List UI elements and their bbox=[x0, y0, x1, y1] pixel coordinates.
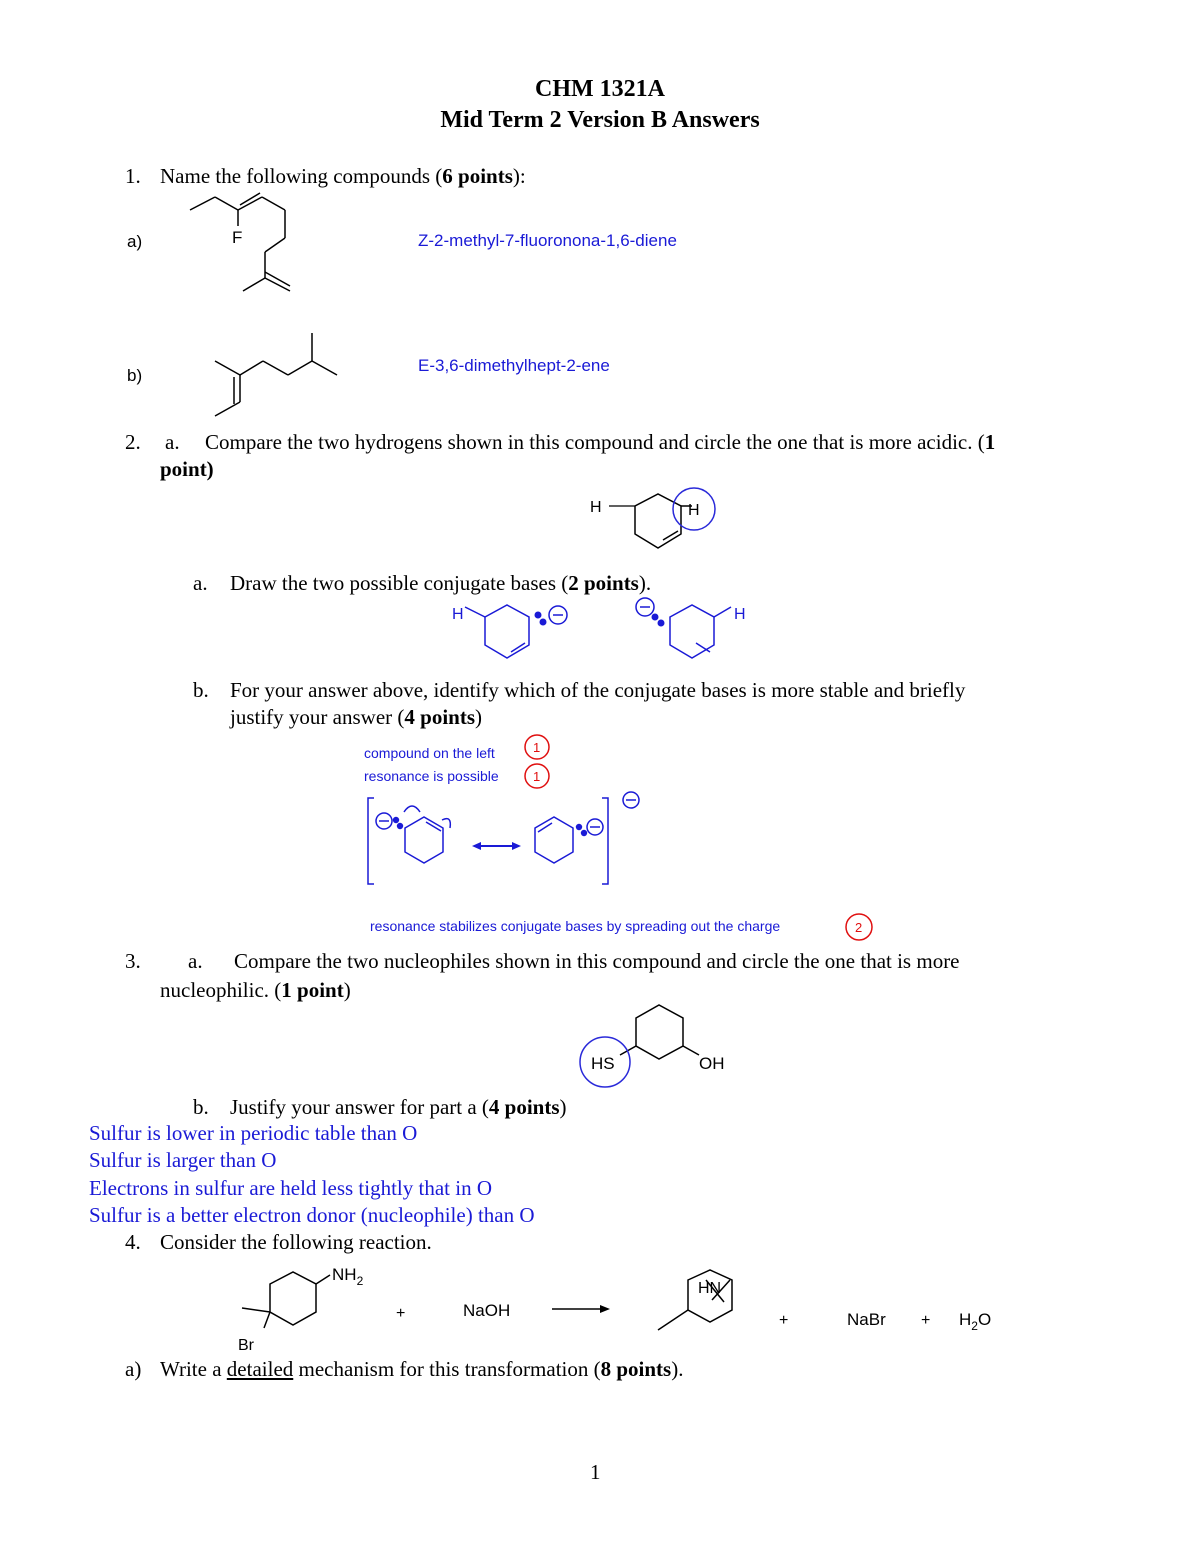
q2-draw-letter: a. bbox=[193, 571, 208, 595]
plus-2: + bbox=[779, 1312, 789, 1329]
q2a-prompt-cont: point) bbox=[160, 457, 214, 481]
hydrogen-left: H bbox=[590, 499, 602, 516]
q1a-answer: Z-2-methyl-7-fluorononа-1,6-diene bbox=[418, 231, 677, 250]
page-number: 1 bbox=[590, 1460, 601, 1484]
q4a-prompt: Write a detailed mechanism for this transformation (8 points). bbox=[160, 1357, 684, 1381]
naoh-label: NaOH bbox=[463, 1301, 511, 1320]
mark-2: 2 bbox=[855, 920, 863, 935]
mark-1a: 1 bbox=[533, 740, 541, 755]
q3b-answer-4: Sulfur is a better electron donor (nucleophile) than O bbox=[89, 1203, 535, 1227]
plus-3: + bbox=[921, 1312, 931, 1329]
q2b-letter: b. bbox=[193, 678, 209, 702]
amine-label: $NH_2$ bbox=[332, 1265, 364, 1288]
q3b-answer-3: Electrons in sulfur are held less tightly that in O bbox=[89, 1176, 492, 1200]
thiol-label: HS bbox=[591, 1054, 615, 1073]
q3-structure bbox=[575, 995, 745, 1090]
fluorine-atom: F bbox=[232, 228, 243, 247]
bromine-label: Br bbox=[238, 1337, 254, 1354]
q1-number: 1. bbox=[125, 164, 141, 188]
q2-number: 2. bbox=[125, 430, 141, 454]
q2a-letter: a. bbox=[165, 430, 180, 454]
q1a-structure bbox=[180, 190, 320, 305]
q2b-answer-line2: resonance is possible bbox=[364, 768, 499, 784]
exam-title: Mid Term 2 Version B Answers bbox=[440, 107, 760, 133]
course-title: CHM 1321A bbox=[535, 76, 665, 102]
q3b-prompt: Justify your answer for part a (4 points) bbox=[230, 1095, 567, 1119]
q3a-prompt: Compare the two nucleophiles shown in this compound and circle the one that is more bbox=[234, 949, 960, 973]
mark-1b: 1 bbox=[533, 769, 541, 784]
q4-prompt: Consider the following reaction. bbox=[160, 1230, 432, 1254]
nabr-label: NaBr bbox=[847, 1310, 886, 1329]
base2-hydrogen: H bbox=[734, 606, 746, 623]
q1b-answer: E-3,6-dimethylhept-2-ene bbox=[418, 356, 610, 375]
hydrogen-right: H bbox=[688, 502, 700, 519]
q4-reaction bbox=[230, 1262, 1030, 1357]
q2a-prompt: Compare the two hydrogens shown in this compound and circle the one that is more acidic. (1 bbox=[205, 430, 996, 454]
q3b-answer-2: Sulfur is larger than O bbox=[89, 1148, 277, 1172]
q2b-prompt: For your answer above, identify which of the conjugate bases is more stable and briefly bbox=[230, 678, 966, 702]
plus-1: + bbox=[396, 1305, 406, 1322]
q1b-label: b) bbox=[127, 366, 143, 385]
q1a-label: a) bbox=[127, 232, 143, 251]
q3-number: 3. bbox=[125, 949, 141, 973]
resonance-structures bbox=[360, 790, 660, 890]
q2b-answer-line3: resonance stabilizes conjugate bases by spreading out the charge bbox=[370, 918, 781, 934]
q3b-letter: b. bbox=[193, 1095, 209, 1119]
q1-prompt: Name the following compounds (6 points): bbox=[160, 164, 526, 188]
q2b-marks bbox=[518, 733, 558, 793]
water-label: $H_2O$ bbox=[959, 1310, 992, 1333]
q2-cyclohexene bbox=[580, 478, 725, 570]
q4a-label: a) bbox=[125, 1357, 142, 1381]
q3b-answer-1: Sulfur is lower in periodic table than O bbox=[89, 1121, 418, 1145]
hydroxyl-label: OH bbox=[699, 1054, 725, 1073]
q1b-structure bbox=[200, 328, 350, 420]
hn-label: HN bbox=[698, 1280, 722, 1297]
q4-number: 4. bbox=[125, 1230, 141, 1254]
q2-draw-prompt: Draw the two possible conjugate bases (2 points). bbox=[230, 571, 652, 595]
mark-2-circle bbox=[842, 910, 876, 944]
q3a-prompt-cont: nucleophilic. (1 point) bbox=[160, 978, 351, 1002]
q3a-letter: a. bbox=[188, 949, 203, 973]
base1-hydrogen: H bbox=[452, 606, 464, 623]
q2b-answer-line1: compound on the left bbox=[364, 745, 495, 761]
q2b-prompt-cont: justify your answer (4 points) bbox=[230, 705, 482, 729]
conjugate-bases bbox=[445, 595, 765, 675]
